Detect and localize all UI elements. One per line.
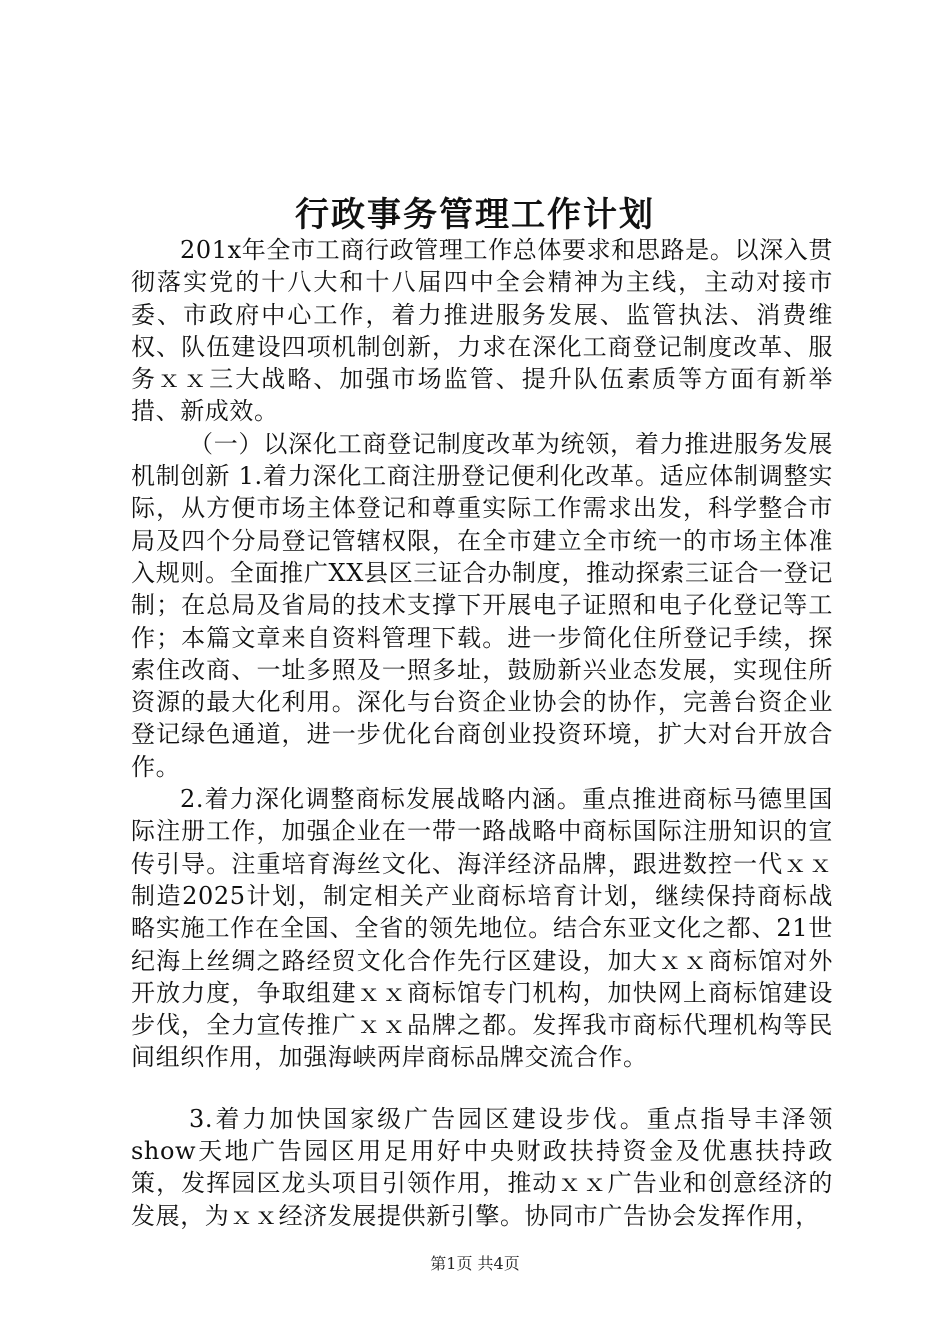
document-title: 行政事务管理工作计划 [295,195,655,235]
paragraph-section-1: （一）以深化工商登记制度改革为统领，着力推进服务发展机制创新 1.着力深化工商注册登记便利化改革。适应体制调整实际，从方便市场主体登记和尊重实际工作需求出发，科学整合市局及四个分局登记管辖权限，在全市建立全市统一的市场主体准入规则。全面推广XX县区三证合办制度，推动探索三证合一登记制；在总局及省局的技术支撑下开展电子证照和电子化登记等工作；本篇文章来自资料管理下载。进一步简化住所登记手续，探索住改商、一址多照及一照多址，鼓励新兴业态发展，实现住所资源的最大化利用。深化与台资企业协会的协作，完善台资企业登记绿色通道，进一步优化台商创业投资环境，扩大对台开放合作。 [131,429,833,781]
document-body [131,234,833,1232]
paragraph-item-3: 3.着力加快国家级广告园区建设步伐。重点指导丰泽领show天地广告园区用足用好中央财政扶持资金及优惠扶持政策，发挥园区龙头项目引领作用，推动ｘｘ广告业和创意经济的发展，为ｘｘ经济发展提供新引擎。协同市广告协会发挥作用， [131,1104,833,1230]
page-footer: 第1页 共4页 [430,1254,520,1273]
paragraph-overview: 201x年全市工商行政管理工作总体要求和思路是。以深入贯彻落实党的十八大和十八届四中全会精神为主线，主动对接市委、市政府中心工作，着力推进服务发展、监管执法、消费维权、队伍建设四项机制创新，力求在深化工商登记制度改革、服务ｘｘ三大战略、加强市场监管、提升队伍素质等方面有新举措、新成效。 [131,236,833,426]
paragraph-item-2: 2.着力深化调整商标发展战略内涵。重点推进商标马德里国际注册工作，加强企业在一带一路战略中商标国际注册知识的宣传引导。注重培育海丝文化、海洋经济品牌，跟进数控一代ｘｘ制造2025计划，制定相关产业商标培育计划，继续保持商标战略实施工作在全国、全省的领先地位。结合东亚文化之都、21世纪海上丝绸之路经贸文化合作先行区建设，加大ｘｘ商标馆对外开放力度，争取组建ｘｘ商标馆专门机构，加快网上商标馆建设步伐，全力宣传推广ｘｘ品牌之都。发挥我市商标代理机构等民间组织作用，加强海峡两岸商标品牌交流合作。 [131,785,833,1072]
